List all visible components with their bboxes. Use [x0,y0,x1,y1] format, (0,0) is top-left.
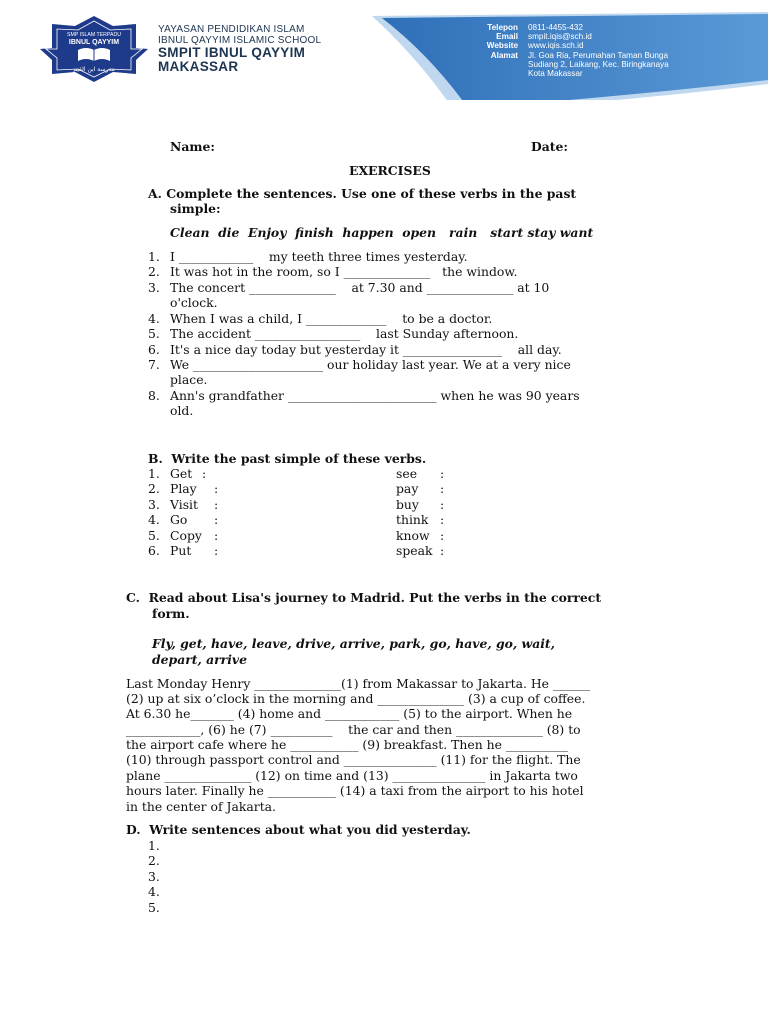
section-d-heading: D. Write sentences about what you did yesterday. [126,822,471,837]
c-paragraph-line9: in the center of Jakarta. [126,799,277,814]
logo-text-name: IBNUL QAYYIM [68,39,120,46]
a-item-6-text: It's a nice day today but yesterday it ________________ all day. [170,342,562,357]
alamat-line3: Kota Makassar [528,69,583,79]
b-item-3-number: 3. [148,497,160,512]
foundation-name: YAYASAN PENDIDIKAN ISLAM [158,24,305,35]
logo-text-top: SMP ISLAM TERPADU [67,32,121,38]
alamat-line2: Sudiang 2, Laikang, Kec. Biringkanaya [528,59,669,69]
a-item-3-text: The concert ______________ at 7.30 and ______________ at 10 [170,280,550,295]
d-item-2: 2. [148,853,160,868]
b-right-5-verb: know [396,528,430,543]
c-paragraph-line6: (10) through passport control and _______________ (11) for the flight. The [126,752,581,767]
b-item-5-colon: : [214,528,219,543]
b-item-1-verb: Get [170,466,193,481]
b-item-4-number: 4. [148,512,160,527]
b-item-3-verb: Visit [170,497,198,512]
b-item-1-number: 1. [148,466,160,481]
b-item-5-verb: Copy [170,528,202,543]
school-english-name: IBNUL QAYYIM ISLAMIC SCHOOL [158,35,322,46]
b-item-2-number: 2. [148,481,160,496]
c-paragraph-line4: ____________, (6) he (7) __________ the car and then ______________ (8) to [126,722,581,737]
b-item-3-colon: : [214,497,219,512]
email-value: smpit.iqis@sch.id [528,32,592,42]
a-item-3-text-cont: o'clock. [170,295,218,310]
b-right-2-colon: : [440,481,445,496]
website-value: www.iqis.sch.id [528,41,584,51]
c-paragraph-line1: Last Monday Henry ______________(1) from Makassar to Jakarta. He ______ [126,676,591,691]
b-right-2-verb: pay [396,481,419,496]
school-identity [158,24,321,74]
section-a-heading-line1: A. Complete the sentences. Use one of these verbs in the past [148,186,577,201]
section-c-heading-line2: form. [152,606,190,621]
d-item-3: 3. [148,869,160,884]
b-item-6-verb: Put [170,543,192,558]
a-item-5-number: 5. [148,326,160,341]
b-item-6-number: 6. [148,543,160,558]
section-c-heading-line1: C. Read about Lisa's journey to Madrid. Put the verbs in the correct [126,590,602,605]
a-item-3-number: 3. [148,280,160,295]
logo-text-arabic: مدرسة ابن القيم [73,66,115,73]
b-item-2-verb: Play [170,481,197,496]
c-paragraph-line3: At 6.30 he_______ (4) home and ____________ (5) to the airport. When he [126,706,573,721]
b-right-1-colon: : [440,466,445,481]
telepon-label: Telepon [487,23,518,32]
letterhead [0,0,768,100]
contact-info [470,23,718,78]
section-a-heading-line2: simple: [170,201,221,216]
alamat-label: Alamat [490,50,518,60]
a-item-2-text: It was hot in the room, so I ______________ the window. [170,264,518,279]
d-item-5: 5. [148,900,160,915]
exercises-title: EXERCISES [349,163,431,178]
telepon-value: 0811-4455-432 [528,23,583,32]
a-item-2-number: 2. [148,264,160,279]
section-b-heading: B. Write the past simple of these verbs. [148,451,427,466]
c-paragraph-line2: (2) up at six o’clock in the morning and ______________ (3) a cup of coffee. [126,691,586,706]
a-item-5-text: The accident _________________ last Sunday afternoon. [170,326,519,341]
section-c-verb-list-line1: Fly, get, have, leave, drive, arrive, park, go, have, go, wait, [152,636,555,651]
b-right-1-verb: see [396,466,418,481]
a-item-8-text: Ann's grandfather ________________________ when he was 90 years [170,388,580,403]
alamat-line1: Jl. Goa Ria, Perumahan Taman Bunga [528,50,669,60]
date-label: Date: [531,139,568,154]
b-item-5-number: 5. [148,528,160,543]
b-right-4-verb: think [396,512,429,527]
b-right-6-verb: speak [396,543,433,558]
b-right-3-colon: : [440,497,445,512]
a-item-7-text-cont: place. [170,372,208,387]
b-item-6-colon: : [214,543,219,558]
b-right-3-verb: buy [396,497,419,512]
b-item-4-colon: : [214,512,219,527]
d-item-4: 4. [148,884,160,899]
school-name-line1: SMPIT IBNUL QAYYIM [158,45,306,60]
c-paragraph-line8: hours later. Finally he ___________ (14) a taxi from the airport to his hotel [126,783,584,798]
school-name-line2: MAKASSAR [158,59,239,74]
b-item-4-verb: Go [170,512,188,527]
a-item-7-text: We _____________________ our holiday last year. We at a very nice [170,357,571,372]
school-logo [38,14,150,84]
name-label: Name: [170,139,215,154]
a-item-1-number: 1. [148,249,160,264]
section-a-verb-list: Clean die Enjoy finish happen open rain start stay want [170,225,594,240]
c-paragraph-line5: the airport cafe where he ___________ (9) breakfast. Then he __________ [126,737,568,752]
section-c-verb-list-line2: depart, arrive [152,652,247,667]
email-label: Email [496,32,518,42]
b-right-5-colon: : [440,528,445,543]
c-paragraph-line7: plane ______________ (12) on time and (13) _______________ in Jakarta two [126,768,578,783]
website-label: Website [486,41,518,51]
a-item-7-number: 7. [148,357,160,372]
b-right-4-colon: : [440,512,445,527]
b-right-6-colon: : [440,543,445,558]
a-item-8-number: 8. [148,388,160,403]
a-item-4-text: When I was a child, I _____________ to be a doctor. [170,311,493,326]
a-item-8-text-cont: old. [170,403,194,418]
a-item-1-text: I ____________ my teeth three times yesterday. [170,249,468,264]
d-item-1: 1. [148,838,160,853]
b-item-1-colon: : [202,466,207,481]
a-item-6-number: 6. [148,342,160,357]
b-item-2-colon: : [214,481,219,496]
a-item-4-number: 4. [148,311,160,326]
